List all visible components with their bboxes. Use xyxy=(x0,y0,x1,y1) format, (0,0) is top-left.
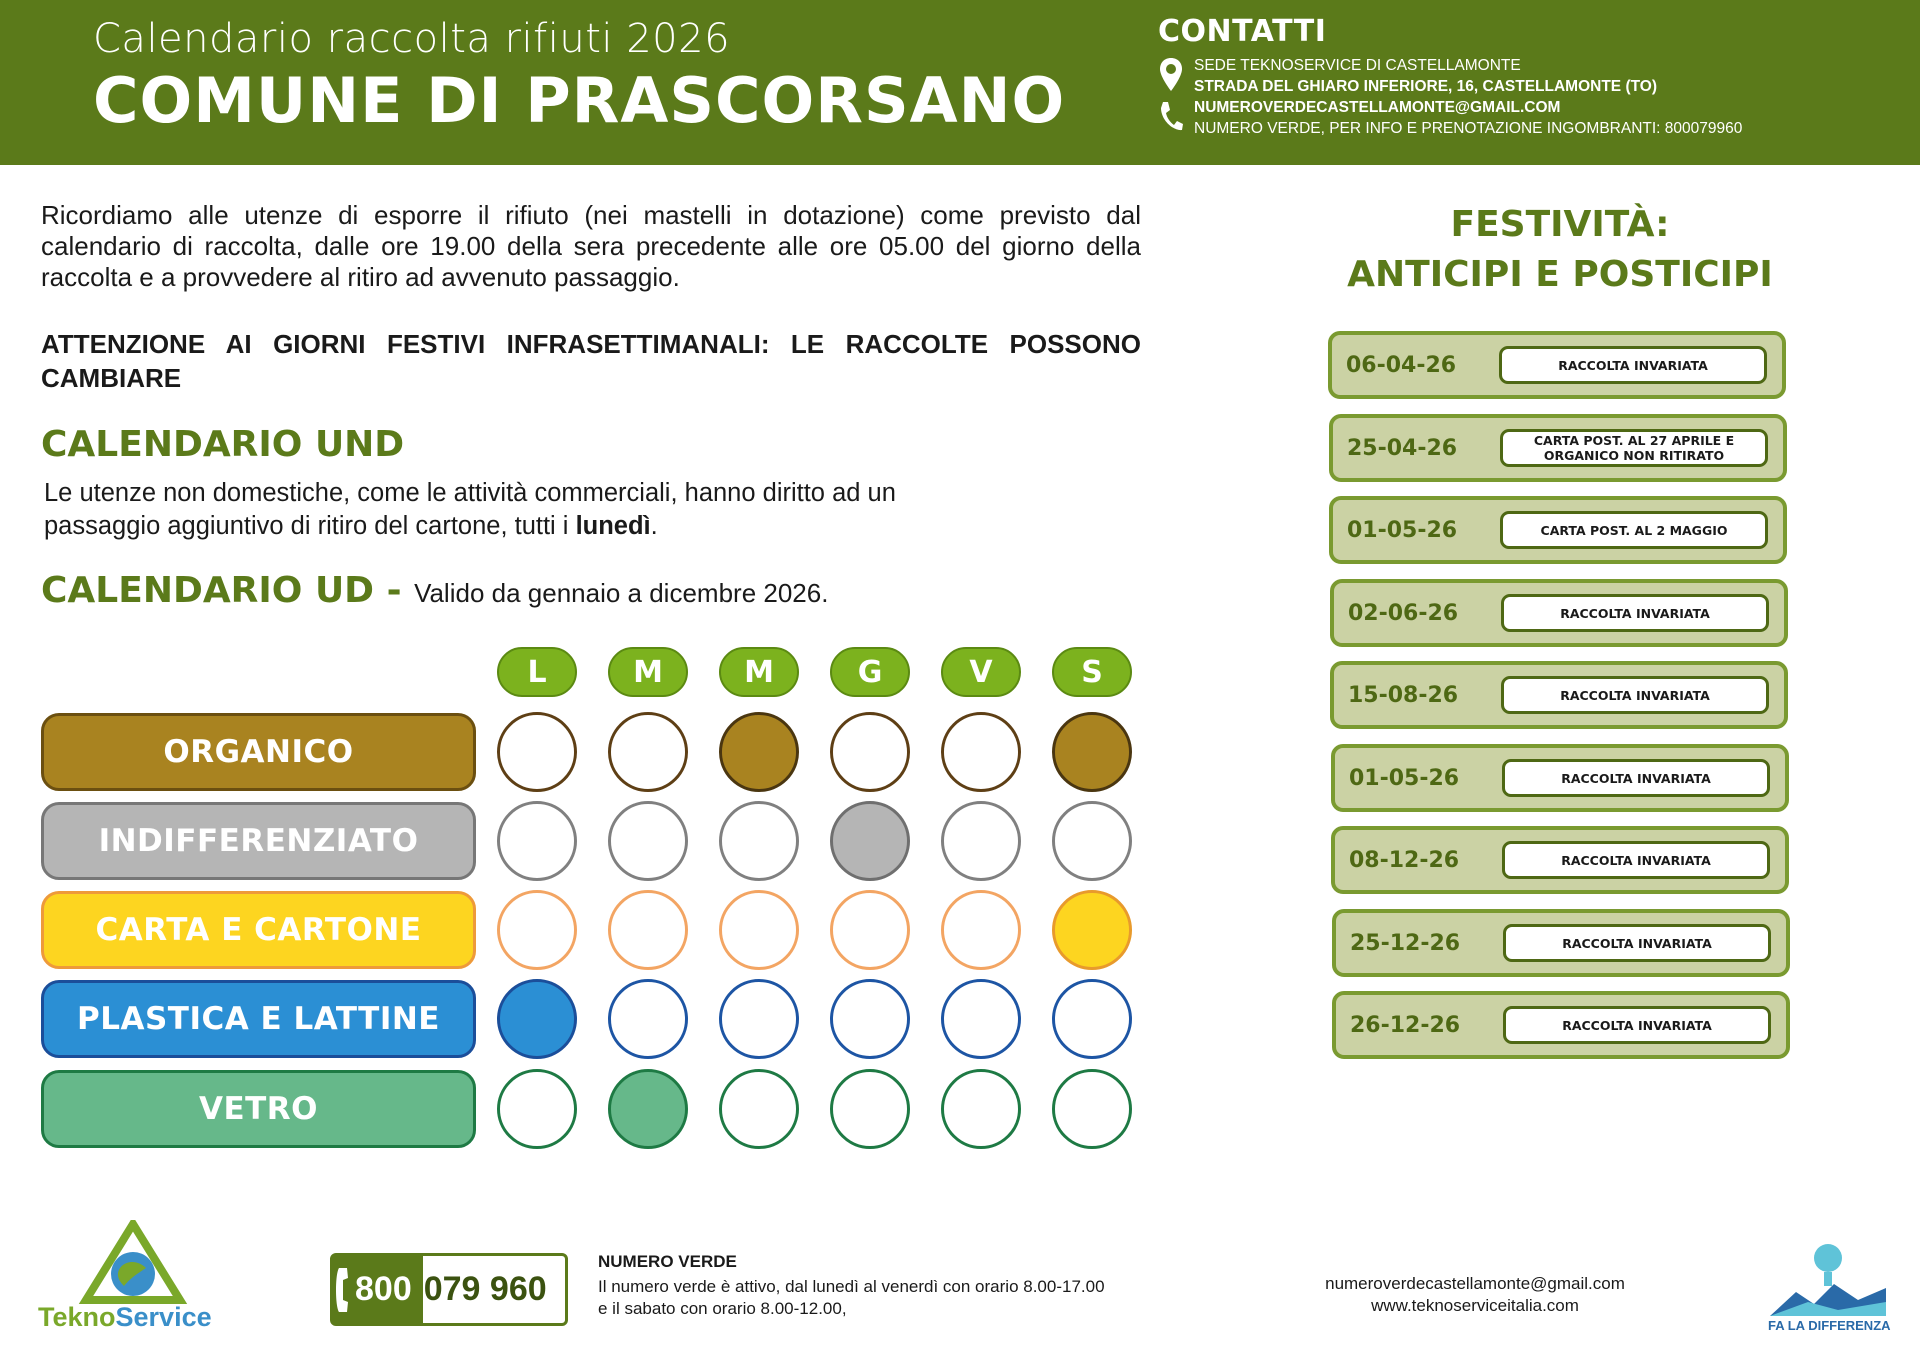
holiday-note: RACCOLTA INVARIATA xyxy=(1502,841,1770,879)
holiday-date: 26-12-26 xyxy=(1350,1012,1461,1038)
empty-day-marker xyxy=(497,1069,577,1149)
contact-phone-row xyxy=(1158,97,1898,139)
holiday-item xyxy=(1329,496,1787,564)
day-header-0: L xyxy=(497,647,577,697)
intro-text: Ricordiamo alle utenze di esporre il rifiuto (nei mastelli in dotazione) come previsto dal calendario di raccolta, dalle ore 19.00 della sera precedente alle ore 05.00 del giorno della raccolta e a provvedere al ritiro ad avvenuto passaggio. xyxy=(41,200,1141,292)
green-number-prefix: 800 xyxy=(355,1270,412,1308)
ud-valid-text: Valido da gennaio a dicembre 2026. xyxy=(414,578,829,608)
holidays-title-line2: ANTICIPI E POSTICIPI xyxy=(1347,254,1773,295)
und-text-after: . xyxy=(650,512,658,540)
holiday-note: RACCOLTA INVARIATA xyxy=(1502,759,1770,797)
holiday-note: RACCOLTA INVARIATA xyxy=(1499,346,1767,384)
empty-day-marker xyxy=(497,712,577,792)
holiday-item xyxy=(1330,579,1788,647)
empty-day-marker xyxy=(719,890,799,970)
page-subtitle: Calendario raccolta rifiuti 2026 xyxy=(93,16,731,62)
phone-icon xyxy=(1158,99,1184,135)
day-header-5: S xyxy=(1052,647,1132,697)
numero-verde-hours-line2: e il sabato con orario 8.00-12.00, xyxy=(598,1299,847,1318)
teknoservice-logo xyxy=(38,1220,218,1335)
contacts-title: CONTATTI xyxy=(1158,14,1327,49)
holiday-item xyxy=(1332,909,1790,977)
empty-day-marker xyxy=(719,801,799,881)
holiday-date: 25-12-26 xyxy=(1350,930,1461,956)
header-banner xyxy=(0,0,1920,165)
teknoservice-logo-text xyxy=(38,1302,212,1333)
empty-day-marker xyxy=(497,801,577,881)
phone-handset-icon xyxy=(333,1266,355,1314)
fa-la-differenza-logo xyxy=(1768,1240,1891,1335)
footer-email-link[interactable]: numeroverdecastellamonte@gmail.com xyxy=(1325,1274,1625,1293)
waste-type-4: VETRO xyxy=(41,1070,476,1148)
holidays-title xyxy=(1290,200,1830,300)
empty-day-marker xyxy=(941,890,1021,970)
holiday-date: 15-08-26 xyxy=(1348,682,1459,708)
holiday-date: 02-06-26 xyxy=(1348,600,1459,626)
day-header-2: M xyxy=(719,647,799,697)
collection-day-marker xyxy=(719,712,799,792)
numero-verde-title: NUMERO VERDE xyxy=(598,1252,737,1271)
page-title: COMUNE DI PRASCORSANO xyxy=(93,64,1066,137)
footer-contacts xyxy=(1300,1273,1650,1317)
holiday-date: 01-05-26 xyxy=(1347,517,1458,543)
empty-day-marker xyxy=(830,1069,910,1149)
logo-part1: Tekno xyxy=(38,1302,116,1332)
green-number-rest: 079 960 xyxy=(423,1270,547,1308)
contact-line-office: SEDE TEKNOSERVICE DI CASTELLAMONTE xyxy=(1194,57,1521,74)
holiday-item xyxy=(1331,744,1789,812)
green-number-badge xyxy=(330,1253,568,1326)
empty-day-marker xyxy=(941,979,1021,1059)
green-number[interactable] xyxy=(355,1256,547,1323)
empty-day-marker xyxy=(941,712,1021,792)
holiday-note: CARTA POST. AL 2 MAGGIO xyxy=(1500,511,1768,549)
und-section-title: CALENDARIO UND xyxy=(41,424,405,465)
holiday-note: RACCOLTA INVARIATA xyxy=(1503,924,1771,962)
empty-day-marker xyxy=(608,712,688,792)
holiday-date: 08-12-26 xyxy=(1349,847,1460,873)
holiday-item xyxy=(1331,826,1789,894)
empty-day-marker xyxy=(608,890,688,970)
empty-day-marker xyxy=(830,979,910,1059)
empty-day-marker xyxy=(719,979,799,1059)
holiday-note: RACCOLTA INVARIATA xyxy=(1501,594,1769,632)
logo-part2: Service xyxy=(115,1302,212,1332)
holidays-title-line1: FESTIVITÀ: xyxy=(1450,204,1670,245)
und-description xyxy=(44,477,1004,543)
contacts-panel xyxy=(1158,14,1898,139)
empty-day-marker xyxy=(830,712,910,792)
fa-la-differenza-logo-icon xyxy=(1768,1240,1888,1318)
numero-verde-hours-line1: Il numero verde è attivo, dal lunedì al venerdì con orario 8.00-17.00 xyxy=(598,1277,1105,1296)
collection-day-marker xyxy=(1052,712,1132,792)
ud-section-title xyxy=(41,570,828,611)
empty-day-marker xyxy=(830,890,910,970)
contact-green-number-text: NUMERO VERDE, PER INFO E PRENOTAZIONE INGOMBRANTI: 800079960 xyxy=(1194,120,1743,137)
contact-line-green-number xyxy=(1194,118,1898,139)
holiday-date: 01-05-26 xyxy=(1349,765,1460,791)
collection-day-marker xyxy=(497,979,577,1059)
collection-day-marker xyxy=(608,1069,688,1149)
waste-type-3: PLASTICA E LATTINE xyxy=(41,980,476,1058)
holiday-warning: ATTENZIONE AI GIORNI FESTIVI INFRASETTIMANALI: LE RACCOLTE POSSONO CAMBIARE xyxy=(41,329,1141,393)
ud-title-text: CALENDARIO UD - xyxy=(41,570,415,611)
waste-type-1: INDIFFERENZIATO xyxy=(41,802,476,880)
holiday-item xyxy=(1330,661,1788,729)
waste-type-0: ORGANICO xyxy=(41,713,476,791)
holiday-note: CARTA POST. AL 27 APRILE E ORGANICO NON RITIRATO xyxy=(1500,429,1768,467)
holiday-item xyxy=(1329,414,1787,482)
empty-day-marker xyxy=(1052,1069,1132,1149)
footer-website-link[interactable]: www.teknoserviceitalia.com xyxy=(1371,1296,1579,1315)
empty-day-marker xyxy=(941,1069,1021,1149)
empty-day-marker xyxy=(608,979,688,1059)
und-text-bold: lunedì xyxy=(575,512,651,540)
collection-day-marker xyxy=(830,801,910,881)
holiday-item xyxy=(1328,331,1786,399)
day-header-1: M xyxy=(608,647,688,697)
empty-day-marker xyxy=(497,890,577,970)
day-header-3: G xyxy=(830,647,910,697)
empty-day-marker xyxy=(1052,801,1132,881)
holiday-note: RACCOLTA INVARIATA xyxy=(1503,1006,1771,1044)
empty-day-marker xyxy=(719,1069,799,1149)
fa-la-differenza-text: FA LA DIFFERENZA xyxy=(1768,1318,1891,1333)
contact-address-row xyxy=(1158,55,1898,97)
day-header-4: V xyxy=(941,647,1021,697)
empty-day-marker xyxy=(1052,979,1132,1059)
numero-verde-hours xyxy=(598,1276,1105,1320)
holiday-note: RACCOLTA INVARIATA xyxy=(1501,676,1769,714)
holiday-date: 25-04-26 xyxy=(1347,435,1458,461)
map-pin-icon xyxy=(1158,57,1184,93)
waste-type-2: CARTA E CARTONE xyxy=(41,891,476,969)
und-text-before: Le utenze non domestiche, come le attività commerciali, hanno diritto ad un passaggio aggiuntivo di ritiro del cartone, tutti i xyxy=(44,479,896,540)
empty-day-marker xyxy=(608,801,688,881)
tekno-recycle-logo-icon xyxy=(78,1220,188,1305)
collection-day-marker xyxy=(1052,890,1132,970)
holiday-item xyxy=(1332,991,1790,1059)
empty-day-marker xyxy=(941,801,1021,881)
holiday-date: 06-04-26 xyxy=(1346,352,1457,378)
contact-line-email: NUMEROVERDECASTELLAMONTE@GMAIL.COM xyxy=(1194,99,1561,116)
contact-line-address: STRADA DEL GHIARO INFERIORE, 16, CASTELLAMONTE (TO) xyxy=(1194,78,1658,95)
